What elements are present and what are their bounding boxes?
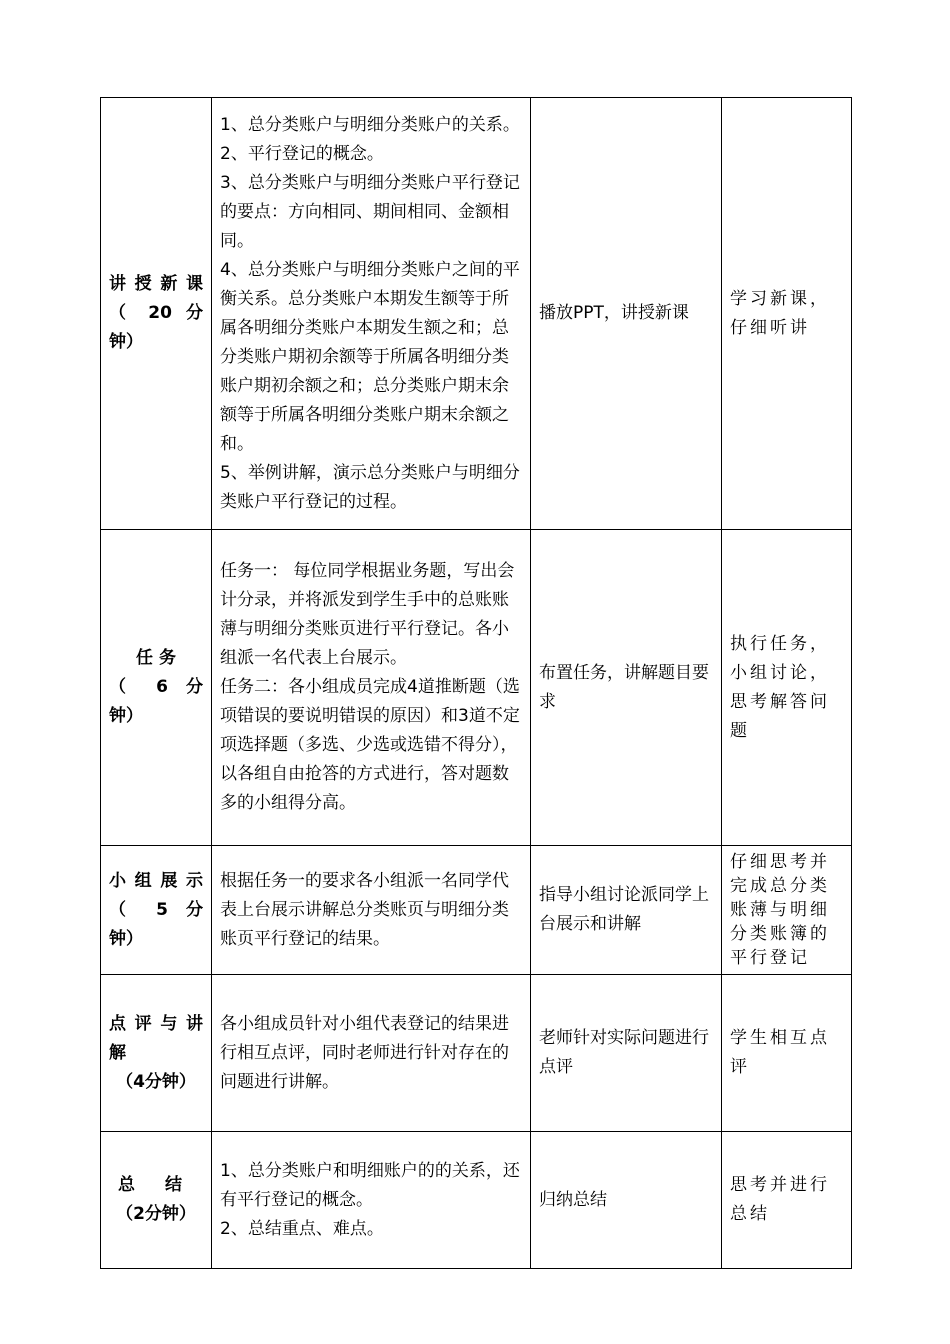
- stage-cell: [101, 846, 212, 975]
- stage-line: 总 结: [118, 1175, 194, 1195]
- stage-line: 讲授新课: [109, 274, 203, 294]
- content-paragraph: 各小组成员针对小组代表登记的结果进行相互点评，同时老师进行针对存在的问题进行讲解。: [220, 1013, 509, 1092]
- lesson-plan-table: [100, 97, 852, 1269]
- student-activity-cell: 学习新课，仔细听讲: [722, 98, 852, 530]
- content-cell: [212, 98, 531, 530]
- teacher-activity-cell: 指导小组讨论派同学上台展示和讲解: [531, 846, 722, 975]
- content-paragraph: 2、总结重点、难点。: [220, 1218, 384, 1239]
- content-paragraph: 3、总分类账户与明细分类账户平行登记的要点：方向相同、期间相同、金额相同。: [220, 172, 520, 251]
- stage-line: 解: [109, 1042, 126, 1063]
- content-paragraph: 4、总分类账户与明细分类账户之间的平衡关系。总分类账户本期发生额等于所属各明细分类账户本期发生额之和；总分类账户期初余额等于所属各明细分类账户期初余额之和；总分类账户期末余额等于所属各明细分类账户期末余额之和。: [220, 259, 520, 454]
- teacher-activity-cell: 播放PPT，讲授新课: [531, 98, 722, 530]
- stage-cell: [101, 530, 212, 846]
- teacher-activity-cell: 归纳总结: [531, 1132, 722, 1269]
- content-paragraph: 1、总分类账户和明细账户的的关系，还有平行登记的概念。: [220, 1160, 520, 1210]
- stage-line: （ 20 分: [109, 303, 203, 323]
- student-activity-cell: 学生相互点评: [722, 975, 852, 1132]
- teacher-activity-cell: 老师针对实际问题进行点评: [531, 975, 722, 1132]
- stage-line: 点评与讲: [109, 1013, 203, 1034]
- stage-line: 钟）: [109, 332, 143, 352]
- stage-line: （2分钟）: [116, 1204, 196, 1224]
- stage-cell: [101, 975, 212, 1132]
- stage-cell: [101, 1132, 212, 1269]
- stage-line: （ 5 分: [109, 899, 203, 920]
- teacher-activity-cell: 布置任务，讲解题目要求: [531, 530, 722, 846]
- content-paragraph: 任务二：各小组成员完成4道推断题（选项错误的要说明错误的原因）和3道不定项选择题（多选、少选或选错不得分），以各组自由抢答的方式进行，答对题数多的小组得分高。: [220, 677, 520, 813]
- table-row: [101, 975, 852, 1132]
- stage-line: 钟）: [109, 928, 143, 949]
- stage-line: 小组展示: [109, 870, 203, 891]
- table-row: [101, 846, 852, 975]
- student-activity-cell: 执行任务，小组讨论，思考解答问题: [722, 530, 852, 846]
- content-paragraph: 1、总分类账户与明细分类账户的关系。: [220, 114, 520, 135]
- table-row: [101, 1132, 852, 1269]
- stage-cell: [101, 98, 212, 530]
- content-paragraph: 任务一： 每位同学根据业务题，写出会计分录，并将派发到学生手中的总账账薄与明细分类账页进行平行登记。各小组派一名代表上台展示。: [220, 561, 515, 668]
- stage-line: 钟）: [109, 706, 143, 726]
- content-cell: [212, 1132, 531, 1269]
- content-paragraph: 根据任务一的要求各小组派一名同学代表上台展示讲解总分类账页与明细分类账页平行登记的结果。: [220, 870, 509, 949]
- content-cell: [212, 530, 531, 846]
- table-row: [101, 530, 852, 846]
- content-paragraph: 5、举例讲解，演示总分类账户与明细分类账户平行登记的过程。: [220, 462, 520, 512]
- content-cell: [212, 975, 531, 1132]
- student-activity-cell: 思考并进行总结: [722, 1132, 852, 1269]
- student-activity-cell: 仔细思考并完成总分类账薄与明细分类账簿的平行登记: [722, 846, 852, 975]
- content-paragraph: 2、平行登记的概念。: [220, 143, 384, 164]
- stage-line: 任 务: [136, 648, 176, 668]
- stage-line: （4分钟）: [116, 1071, 196, 1092]
- stage-line: （ 6 分: [109, 677, 203, 697]
- table-row: [101, 98, 852, 530]
- content-cell: [212, 846, 531, 975]
